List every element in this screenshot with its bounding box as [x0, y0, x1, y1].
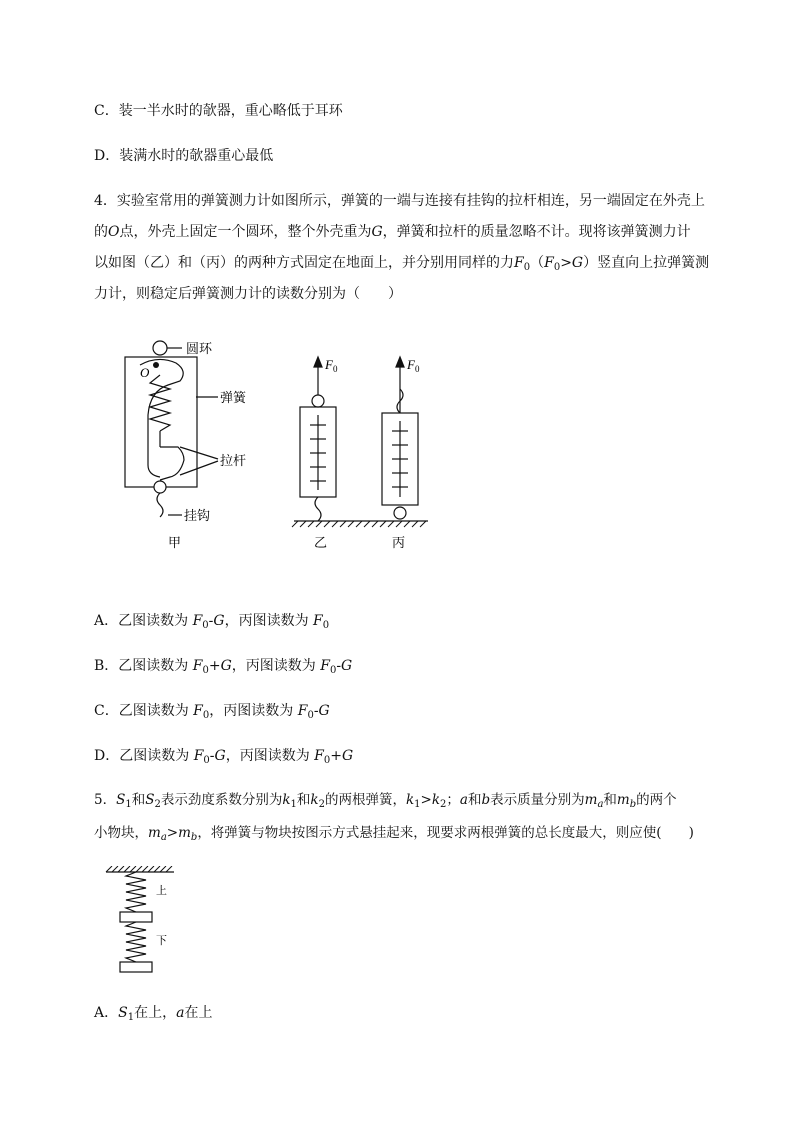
- sub: 2: [440, 799, 447, 810]
- force-label-yi: [324, 357, 338, 374]
- force-label-bing: [406, 357, 420, 374]
- q4-stem-line-3: [94, 253, 709, 273]
- yi-hook: [315, 497, 321, 521]
- text: ）竖直向上拉弹簧测: [583, 255, 710, 271]
- leader-rod-2: [180, 461, 218, 475]
- upper-spring: [126, 872, 146, 912]
- sub: b: [190, 832, 198, 843]
- q5-figure: [104, 866, 184, 976]
- sub: a: [597, 799, 604, 810]
- sub: 0: [307, 710, 314, 721]
- var: k: [431, 792, 441, 808]
- text: 在上，: [134, 1005, 177, 1021]
- text: ，将弹簧与物块按图示方式悬挂起来，现要求两根弹簧的总长度最大，则应使( ): [197, 825, 694, 841]
- letter: B．: [94, 658, 119, 674]
- var: m: [148, 825, 161, 841]
- var: -G: [209, 748, 226, 764]
- label-down: 下: [156, 934, 167, 947]
- text: 点，外壳上固定一个圆环，整个外壳重为: [119, 224, 372, 240]
- var: m: [178, 825, 191, 841]
- ring-shape: [153, 341, 167, 355]
- q4-stem-text: 实验室常用的弹簧测力计如图所示，弹簧的一端与连接有挂钩的拉杆相连，另一端固定在外壳上: [116, 193, 705, 209]
- label-ring: 圆环: [186, 342, 213, 357]
- text: 以如图（乙）和（丙）的两种方式固定在地面上，并分别用同样的力: [94, 255, 514, 271]
- text: 的两个: [636, 792, 677, 808]
- sub: 0: [203, 755, 210, 766]
- q4-option-a: [94, 611, 329, 631]
- sub: 1: [127, 1012, 135, 1023]
- q4-option-d: [94, 746, 353, 766]
- lower-block: [120, 962, 152, 972]
- var: m: [584, 792, 598, 808]
- sub: 0: [202, 665, 209, 676]
- text: ，丙图读数为: [231, 658, 321, 674]
- var: b: [481, 792, 491, 808]
- hanging-springs-diagram: [104, 866, 184, 976]
- var: F: [320, 658, 330, 674]
- text: 和: [603, 792, 617, 808]
- var: +G: [208, 658, 232, 674]
- text: 表示质量分别为: [490, 792, 585, 808]
- number: 5．: [94, 792, 117, 808]
- q5-stem-line-1: [94, 790, 677, 810]
- upper-block: [120, 912, 152, 922]
- sub: 1: [125, 799, 132, 810]
- sub: b: [629, 799, 637, 810]
- text: 和: [131, 792, 146, 808]
- force-sub: 0: [414, 364, 420, 374]
- var: -G: [208, 613, 225, 629]
- sub: 0: [323, 755, 331, 766]
- ground-hatching: [292, 521, 426, 527]
- force-f: F: [325, 357, 333, 372]
- text: ，弹簧和拉杆的质量忽略不计。现将该弹簧测力计: [382, 224, 691, 240]
- q4-option-b: [94, 656, 352, 676]
- text: 和: [296, 792, 311, 808]
- var: k: [310, 792, 319, 808]
- q4-option-c: [94, 701, 330, 721]
- var-f: F: [514, 255, 524, 271]
- var: F: [192, 613, 203, 629]
- text: 乙图读数为: [118, 658, 193, 674]
- var: F: [192, 658, 203, 674]
- lower-spring: [126, 922, 146, 962]
- var: F: [313, 613, 323, 629]
- var: k: [405, 792, 415, 808]
- var: S: [118, 1005, 128, 1021]
- var: +G: [330, 748, 354, 764]
- spring-scale-diagram: [110, 335, 440, 555]
- text: ；: [446, 792, 460, 808]
- sub: 0: [202, 710, 210, 721]
- hook-shape: [157, 493, 163, 517]
- var: S: [116, 792, 126, 808]
- var: F: [297, 703, 308, 719]
- q3-option-d: D．装满水时的欹器重心最低: [94, 148, 274, 164]
- text: ，丙图读数为: [209, 703, 298, 719]
- force-f: F: [407, 357, 415, 372]
- q4-stem-line-1: [94, 191, 705, 211]
- var-g: G: [371, 224, 383, 240]
- q4-stem-line-2: [94, 222, 691, 242]
- text: >: [420, 792, 432, 808]
- var: -G: [336, 658, 353, 674]
- label-hook: 挂钩: [184, 509, 211, 524]
- var: m: [616, 792, 630, 808]
- var: -G: [313, 703, 330, 719]
- letter: C．: [94, 703, 119, 719]
- var-o: O: [108, 224, 120, 240]
- label-spring: 弹簧: [220, 391, 247, 406]
- text: 和: [467, 792, 482, 808]
- text: >: [560, 255, 572, 271]
- text: 乙图读数为: [119, 748, 194, 764]
- sub: 1: [290, 799, 297, 810]
- label-o: O: [140, 365, 150, 380]
- q4-figure: [110, 335, 440, 555]
- sub: 1: [414, 799, 421, 810]
- var: F: [314, 748, 324, 764]
- sub: a: [160, 832, 167, 843]
- letter: A．: [94, 613, 119, 629]
- text: ，丙图读数为: [225, 748, 315, 764]
- sub: 0: [523, 262, 531, 273]
- text: 的: [94, 224, 108, 240]
- text: >: [166, 825, 179, 841]
- var-f: F: [544, 255, 554, 271]
- text: 小物块，: [94, 825, 148, 841]
- ceiling-hatching: [106, 866, 172, 872]
- sub: 0: [322, 620, 330, 631]
- var: F: [193, 703, 203, 719]
- q4-stem-line-4: 力计，则稳定后弹簧测力计的读数分别为（ ）: [94, 286, 402, 302]
- q4-number: 4．: [94, 193, 117, 209]
- text: ，丙图读数为: [224, 613, 314, 629]
- text: 表示劲度系数分别为: [160, 792, 283, 808]
- letter: A．: [94, 1005, 119, 1021]
- q5-stem-line-2: [94, 823, 694, 843]
- var: S: [145, 792, 155, 808]
- letter: D．: [94, 748, 120, 764]
- var: F: [193, 748, 204, 764]
- sub: 0: [202, 620, 209, 631]
- var-g: G: [571, 255, 584, 271]
- sub: 2: [154, 799, 161, 810]
- var: k: [282, 792, 291, 808]
- sub: 0: [329, 665, 337, 676]
- q5-option-a: [94, 1003, 212, 1023]
- sub: 2: [318, 799, 325, 810]
- spring-coil: [150, 375, 170, 431]
- var: a: [176, 1005, 185, 1021]
- force-sub: 0: [332, 364, 338, 374]
- point-o-dot: [153, 362, 159, 368]
- caption-jia: 甲: [168, 536, 182, 551]
- q3-option-c: C．装一半水时的欹器，重心略低于耳环: [94, 103, 343, 119]
- label-rod: 拉杆: [220, 454, 247, 469]
- label-up: 上: [156, 884, 167, 897]
- text: 的两根弹簧，: [324, 792, 406, 808]
- caption-bing: 丙: [392, 536, 406, 551]
- text: （: [530, 255, 545, 271]
- var: a: [459, 792, 468, 808]
- sub: 0: [553, 262, 561, 273]
- leader-rod-1: [180, 447, 218, 459]
- text: 乙图读数为: [118, 703, 194, 719]
- caption-yi: 乙: [314, 536, 328, 551]
- text: 在上: [184, 1005, 213, 1021]
- text: 乙图读数为: [118, 613, 193, 629]
